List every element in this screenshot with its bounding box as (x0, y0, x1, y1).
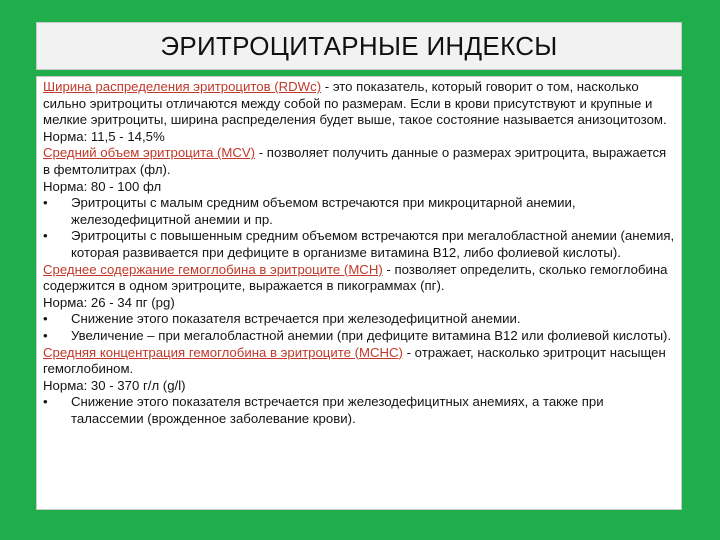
bullet-text: Увеличение – при мегалобластной анемии (при дефиците витамина B12 или фолиевой кислоты). (71, 327, 672, 343)
bullet-item (43, 394, 675, 427)
bullet-item (43, 311, 675, 328)
bullet-item (43, 195, 675, 228)
section-description: - это показатель, который говорит о том, насколько сильно эритроциты отличаются между собой по размерам. Если в крови присутствуют и крупные и мелкие эритроциты, ширина распределения будет выше, такое состояние называется анизоцитозом. (43, 79, 667, 128)
slide-content (36, 76, 682, 510)
bullet-text: Эритроциты с малым средним объемом встречаются при микроцитарной анемии, железодефицитной анемии и пр. (71, 195, 576, 227)
section-description: - позволяет получить данные о размерах эритроцита, выражается в фемтолитрах (фл). (43, 145, 667, 177)
section-definition (43, 262, 675, 295)
section-norm: Норма: 11,5 - 14,5% (43, 128, 165, 144)
bullet-icon: • (43, 228, 48, 244)
bullet-icon: • (43, 327, 48, 343)
section-term: Средняя концентрация гемоглобина в эритроците (MCHC) (43, 344, 403, 360)
bullet-text: Снижение этого показателя встречается при железодефицитных анемиях, а также при талассемии (врожденное заболевание крови). (71, 394, 604, 426)
bullet-icon: • (43, 394, 48, 410)
bullet-text: Эритроциты с повышенным средним объемом встречаются при мегалобластной анемии (анемия, которая развивается при дефиците в организме витамина B12, либо фолиевой кислоты). (71, 228, 675, 260)
slide-title: ЭРИТРОЦИТАРНЫЕ ИНДЕКСЫ (160, 30, 558, 61)
section-description: - отражает, насколько эритроцит насыщен гемоглобином. (43, 344, 666, 377)
section-norm: Норма: 80 - 100 фл (43, 178, 162, 194)
section-definition (43, 145, 675, 178)
section-term: Среднее содержание гемоглобина в эритроците (MCH) (43, 261, 383, 277)
bullet-item (43, 328, 675, 345)
bullet-text: Снижение этого показателя встречается при железодефицитной анемии. (71, 311, 521, 327)
section-norm: Норма: 30 - 370 г/л (g/l) (43, 377, 186, 393)
section-term: Средний объем эритроцита (MCV) (43, 145, 256, 161)
section-definition (43, 345, 675, 378)
section-norm: Норма: 26 - 34 пг (pg) (43, 294, 175, 310)
section-definition (43, 79, 675, 129)
bullet-item (43, 228, 675, 261)
bullet-icon: • (43, 311, 48, 327)
section-description: - позволяет определить, сколько гемоглобина содержится в одном эритроците, выражается в пикограммах (пг). (43, 261, 668, 294)
bullet-icon: • (43, 195, 48, 211)
slide-title-box (36, 22, 682, 70)
section-term: Ширина распределения эритроцитов (RDWc) (43, 79, 322, 94)
